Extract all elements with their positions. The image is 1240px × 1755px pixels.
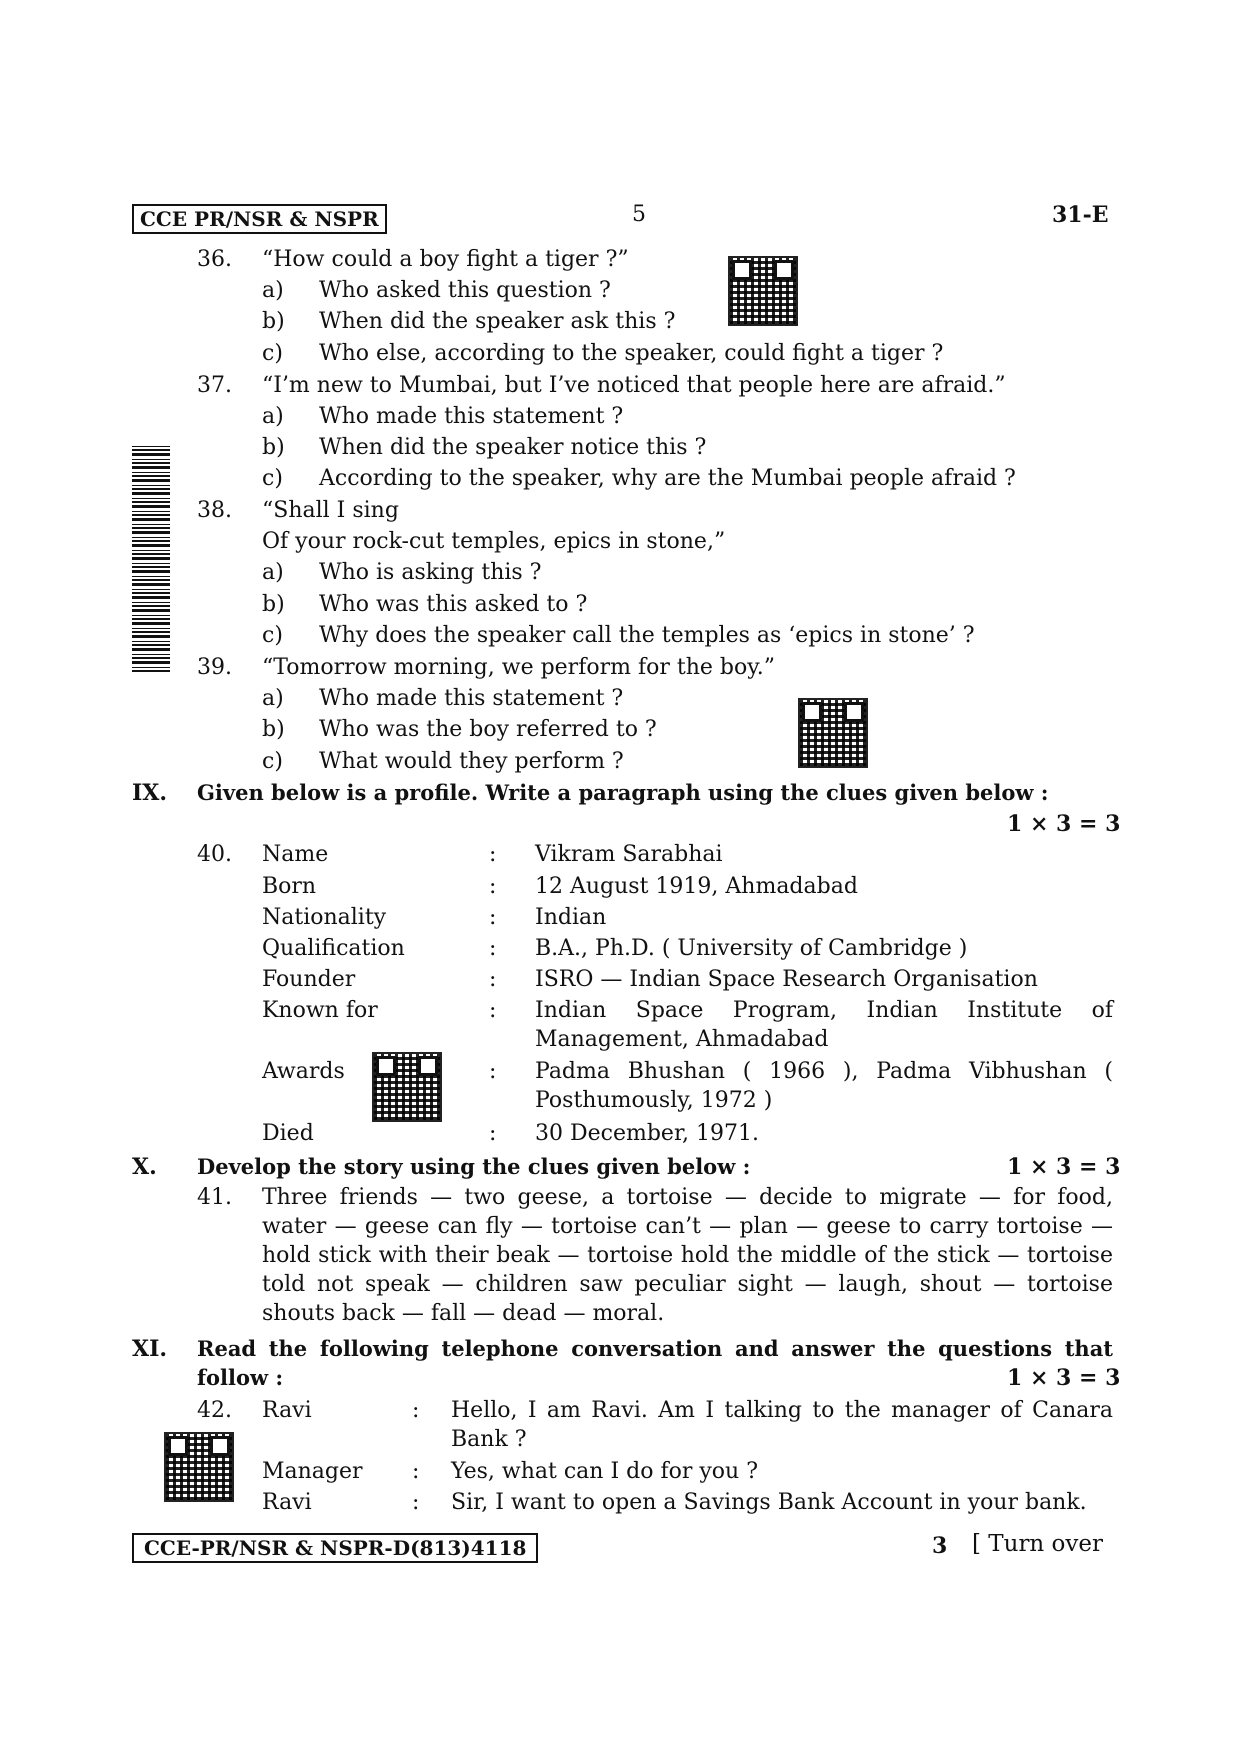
dialogue-separator: : (412, 1459, 420, 1484)
section-numeral: XI. (132, 1336, 168, 1362)
profile-value: 30 December, 1971. (535, 1121, 760, 1146)
profile-separator: : (489, 874, 497, 899)
dialogue-speaker: Manager (262, 1459, 363, 1484)
footer-turn-over: [ Turn over (972, 1531, 1104, 1557)
question-number: 37. (197, 373, 232, 398)
part-text: Who asked this question ? (319, 278, 611, 303)
part-label: b) (262, 592, 285, 617)
side-barcode (132, 446, 170, 672)
part-label: c) (262, 466, 283, 491)
profile-value: Indian Space Program, Indian Institute of Management, Ahmadabad (535, 998, 1113, 1052)
profile-value: Indian (535, 905, 607, 930)
question-quote: “I’m new to Mumbai, but I’ve noticed that people here are afraid.” (262, 373, 1006, 398)
part-label: b) (262, 435, 285, 460)
profile-separator: : (489, 967, 497, 992)
dialogue-speaker: Ravi (262, 1398, 312, 1423)
question-quote-line2: Of your rock-cut temples, epics in stone,” (262, 529, 726, 554)
qr-code-2 (798, 698, 868, 768)
question-number: 38. (197, 498, 232, 523)
profile-value: 12 August 1919, Ahmadabad (535, 874, 858, 899)
question-number: 41. (197, 1185, 232, 1210)
section-marks: 1 × 3 = 3 (1007, 1365, 1121, 1391)
section-instruction: Given below is a profile. Write a paragraph using the clues given below : (197, 780, 1049, 805)
profile-separator: : (489, 842, 497, 867)
section-instruction: Develop the story using the clues given below : (197, 1154, 751, 1179)
page-number: 5 (632, 202, 646, 227)
profile-label: Died (262, 1121, 314, 1146)
question-number: 39. (197, 655, 232, 680)
part-label: c) (262, 749, 283, 774)
qr-code-3 (372, 1052, 442, 1122)
question-number: 42. (197, 1398, 232, 1423)
part-text: Why does the speaker call the temples as ‘epics in stone’ ? (319, 623, 975, 648)
profile-label: Born (262, 874, 317, 899)
dialogue-line: Hello, I am Ravi. Am I talking to the manager of Canara Bank ? (451, 1398, 1113, 1452)
part-text: Who made this statement ? (319, 404, 624, 429)
part-text: Who was the boy referred to ? (319, 717, 657, 742)
section-instruction: Read the following telephone conversation and answer the questions that follow : (197, 1336, 1113, 1390)
part-text: Who else, according to the speaker, could fight a tiger ? (319, 341, 944, 366)
header-code-box: CCE PR/NSR & NSPR (132, 204, 387, 234)
part-text: According to the speaker, why are the Mumbai people afraid ? (319, 466, 1016, 491)
part-label: a) (262, 404, 284, 429)
story-clues: Three friends — two geese, a tortoise — decide to migrate — for food, water — geese can fly — tortoise can’t — plan — geese to carry tortoise — hold stick with their beak — tortoise hold the middle of the stick — tortoise told not speak — children saw peculiar sight — laugh, shout — tortoise shouts back — fall — dead — moral. (262, 1185, 1113, 1326)
part-text: Who made this statement ? (319, 686, 624, 711)
section-numeral: IX. (132, 780, 168, 806)
profile-label: Founder (262, 967, 356, 992)
profile-separator: : (489, 998, 497, 1023)
profile-value: Vikram Sarabhai (535, 842, 723, 867)
section-numeral: X. (132, 1154, 157, 1180)
question-quote: “Tomorrow morning, we perform for the boy.” (262, 655, 775, 680)
dialogue-separator: : (412, 1490, 420, 1515)
part-label: b) (262, 717, 285, 742)
part-label: b) (262, 309, 285, 334)
profile-value: ISRO — Indian Space Research Organisation (535, 967, 1038, 992)
profile-label: Known for (262, 998, 378, 1023)
profile-value: Padma Bhushan ( 1966 ), Padma Vibhushan ( Posthumously, 1972 ) (535, 1059, 1113, 1113)
dialogue-speaker: Ravi (262, 1490, 312, 1515)
footer-code-box: CCE-PR/NSR & NSPR-D(813)4118 (132, 1533, 538, 1563)
part-text: Who was this asked to ? (319, 592, 588, 617)
question-quote: “How could a boy fight a tiger ?” (262, 247, 629, 272)
part-text: When did the speaker ask this ? (319, 309, 676, 334)
part-label: a) (262, 560, 284, 585)
question-number: 36. (197, 247, 232, 272)
dialogue-line: Yes, what can I do for you ? (451, 1459, 758, 1484)
part-text: What would they perform ? (319, 749, 624, 774)
profile-label: Nationality (262, 905, 387, 930)
section-marks: 1 × 3 = 3 (1007, 1154, 1121, 1180)
part-label: a) (262, 278, 284, 303)
profile-label: Name (262, 842, 329, 867)
qr-code-1 (728, 256, 798, 326)
footer-sheet-number: 3 (932, 1533, 948, 1559)
dialogue-line: Sir, I want to open a Savings Bank Account in your bank. (451, 1490, 1087, 1515)
question-number: 40. (197, 842, 232, 867)
qr-code-4 (164, 1432, 234, 1502)
part-text: When did the speaker notice this ? (319, 435, 707, 460)
part-label: c) (262, 341, 283, 366)
section-marks: 1 × 3 = 3 (1007, 811, 1121, 837)
dialogue-separator: : (412, 1398, 420, 1423)
part-label: a) (262, 686, 284, 711)
profile-separator: : (489, 905, 497, 930)
profile-label: Awards (262, 1059, 345, 1084)
profile-separator: : (489, 1059, 497, 1084)
profile-label: Qualification (262, 936, 405, 961)
question-quote: “Shall I sing (262, 498, 399, 523)
profile-separator: : (489, 936, 497, 961)
paper-code: 31-E (1052, 202, 1109, 228)
part-text: Who is asking this ? (319, 560, 542, 585)
part-label: c) (262, 623, 283, 648)
profile-separator: : (489, 1121, 497, 1146)
profile-value: B.A., Ph.D. ( University of Cambridge ) (535, 936, 968, 961)
